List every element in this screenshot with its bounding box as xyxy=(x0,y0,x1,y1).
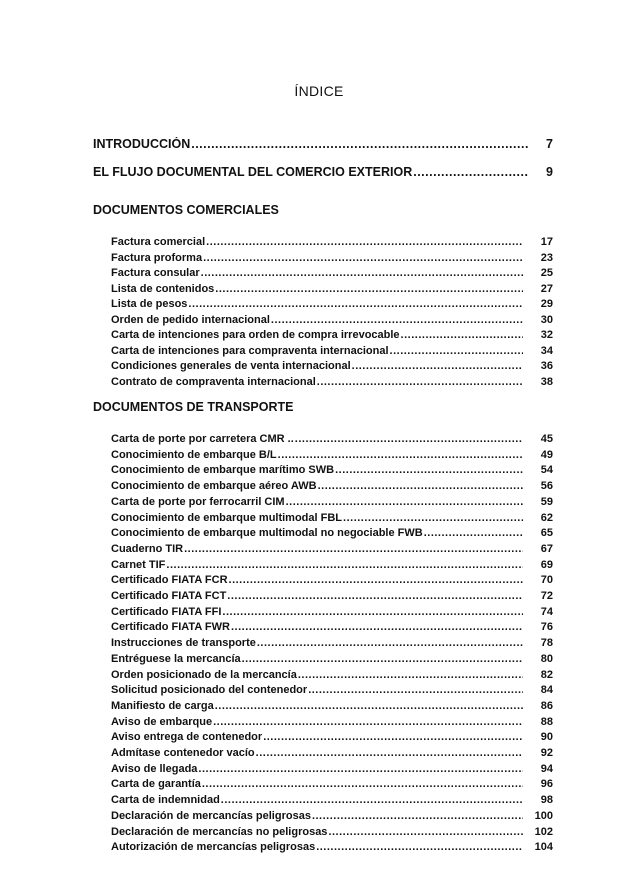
toc-entry[interactable] xyxy=(111,464,523,480)
toc-entry-flujo-documental[interactable] xyxy=(93,165,528,181)
toc-entry-label: Conocimiento de embarque marítimo SWB xyxy=(111,464,335,477)
toc-entry-page: 86 xyxy=(540,699,553,712)
toc-entry-label: Admítase contenedor vacío xyxy=(111,747,255,759)
toc-entry[interactable] xyxy=(111,716,523,732)
dot-leader xyxy=(221,794,523,806)
toc-entry-page: 78 xyxy=(540,637,553,650)
toc-entry[interactable] xyxy=(111,763,523,779)
toc-entry-page: 59 xyxy=(540,495,553,508)
toc-entry-label: Carnet TIF xyxy=(111,558,166,571)
toc-entry-label: Autorización de mercancías peligrosas xyxy=(111,841,316,854)
dot-leader xyxy=(227,590,523,602)
dot-leader xyxy=(278,449,523,461)
dot-leader xyxy=(343,512,523,524)
toc-entry[interactable] xyxy=(111,314,523,330)
toc-entry-page: 74 xyxy=(540,605,553,618)
toc-entry-label: INTRODUCCIÓN xyxy=(93,137,191,151)
section-heading-comerciales: DOCUMENTOS COMERCIALES xyxy=(93,203,279,217)
toc-entry-label: Aviso de embarque xyxy=(111,715,213,728)
toc-entry-page: 49 xyxy=(540,448,553,461)
toc-entry-label: Instrucciones de transporte xyxy=(111,637,256,650)
toc-entry-label: Conocimiento de embarque aéreo AWB xyxy=(111,480,317,493)
toc-entry[interactable] xyxy=(111,360,523,376)
toc-entry[interactable] xyxy=(111,574,523,590)
toc-entry[interactable] xyxy=(111,252,523,268)
toc-entry-page: 23 xyxy=(540,251,553,264)
toc-entry-label: Carta de porte por ferrocarril CIM xyxy=(111,495,285,508)
toc-entry-page: 54 xyxy=(540,464,553,477)
dot-leader xyxy=(316,841,523,853)
toc-entry-page: 29 xyxy=(540,298,553,310)
toc-entry-label: Manifiesto de carga xyxy=(111,699,214,712)
toc-entry-page: 82 xyxy=(540,668,553,681)
toc-entry[interactable] xyxy=(111,559,523,575)
toc-entry-page: 88 xyxy=(540,715,553,728)
toc-entry-page: 36 xyxy=(540,360,553,372)
toc-entry-label: EL FLUJO DOCUMENTAL DEL COMERCIO EXTERIOR xyxy=(93,165,413,179)
dot-leader xyxy=(318,480,523,492)
toc-entry[interactable] xyxy=(111,653,523,669)
dot-leader xyxy=(256,747,523,759)
toc-entry-page: 102 xyxy=(534,825,553,838)
toc-entry[interactable] xyxy=(111,637,523,653)
toc-entry-label: Condiciones generales de venta internacional xyxy=(111,360,351,372)
toc-entry[interactable] xyxy=(111,731,523,747)
toc-entry-label: Solicitud posicionado del contenedor xyxy=(111,684,308,697)
dot-leader xyxy=(413,165,528,179)
dot-leader xyxy=(215,283,523,295)
toc-entry-label: Factura proforma xyxy=(111,251,203,264)
toc-entry-label: Factura comercial xyxy=(111,236,206,248)
toc-entry-page: 56 xyxy=(540,480,553,493)
toc-entry[interactable] xyxy=(111,512,523,528)
toc-entry[interactable] xyxy=(111,345,523,361)
toc-entry-page: 7 xyxy=(546,137,553,151)
toc-entry-page: 62 xyxy=(540,511,553,524)
dot-leader xyxy=(198,763,523,775)
dot-leader xyxy=(213,716,523,728)
toc-entry[interactable] xyxy=(111,826,523,842)
dot-leader xyxy=(312,810,523,822)
toc-entry-page: 80 xyxy=(540,652,553,665)
toc-entry-label: Carta de intenciones para compraventa internacional xyxy=(111,344,389,357)
toc-entry-page: 30 xyxy=(540,313,553,326)
toc-entry-page: 104 xyxy=(534,841,553,854)
toc-entry[interactable] xyxy=(111,590,523,606)
toc-entry-label: Carta de indemnidad xyxy=(111,794,220,807)
toc-entry-label: Declaración de mercancías peligrosas xyxy=(111,809,311,822)
dot-leader xyxy=(231,621,523,633)
toc-entry-label: Lista de contenidos xyxy=(111,282,215,295)
toc-entry[interactable] xyxy=(111,621,523,637)
dot-leader xyxy=(352,360,523,372)
dot-leader xyxy=(206,236,523,248)
page-title: ÍNDICE xyxy=(294,83,344,99)
toc-entry-page: 67 xyxy=(540,542,553,555)
dot-leader xyxy=(215,700,523,712)
toc-entry-page: 34 xyxy=(540,344,553,357)
dot-leader xyxy=(222,606,523,618)
toc-entry-page: 69 xyxy=(540,558,553,571)
dot-leader xyxy=(242,653,523,665)
toc-entry-page: 65 xyxy=(540,527,553,540)
dot-leader xyxy=(317,376,523,388)
toc-entry[interactable] xyxy=(111,794,523,810)
toc-entry[interactable] xyxy=(111,496,523,512)
toc-entry[interactable] xyxy=(111,527,523,543)
toc-entry-page: 90 xyxy=(540,731,553,744)
toc-entry[interactable] xyxy=(111,267,523,283)
dot-leader xyxy=(286,496,523,508)
toc-entry-page: 27 xyxy=(540,282,553,295)
toc-entry-label: Orden de pedido internacional xyxy=(111,313,270,326)
toc-entry[interactable] xyxy=(111,700,523,716)
toc-entry-label: Certificado FIATA FWR xyxy=(111,621,230,634)
toc-entry-label: Factura consular xyxy=(111,267,200,279)
toc-entry-page: 72 xyxy=(540,590,553,602)
toc-entry-page: 9 xyxy=(546,165,553,179)
toc-entry[interactable] xyxy=(111,669,523,685)
toc-entry-introduccion[interactable] xyxy=(93,137,528,153)
toc-entry-page: 84 xyxy=(540,684,553,697)
toc-entry-page: 94 xyxy=(540,762,553,775)
dot-leader xyxy=(401,329,523,341)
dot-leader xyxy=(263,731,523,743)
toc-entry-page: 25 xyxy=(540,267,553,279)
toc-entry[interactable] xyxy=(111,778,523,794)
dot-leader xyxy=(390,345,523,357)
dot-leader xyxy=(229,574,523,586)
toc-entry-label: Certificado FIATA FCR xyxy=(111,574,228,587)
toc-entry-page: 38 xyxy=(540,375,553,388)
toc-entry-label: Lista de pesos xyxy=(111,298,188,310)
dot-leader xyxy=(298,669,523,681)
toc-entry-label: Cuaderno TIR xyxy=(111,542,184,555)
dot-leader xyxy=(191,137,528,151)
toc-entry-label: Carta de porte por carretera CMR .. xyxy=(111,433,294,445)
toc-entry-label: Conocimiento de embarque B/L xyxy=(111,448,277,461)
toc-entry[interactable] xyxy=(111,606,523,622)
toc-entry[interactable] xyxy=(111,810,523,826)
toc-entry[interactable] xyxy=(111,449,523,465)
toc-entry-page: 100 xyxy=(534,809,553,822)
toc-entry-label: Aviso de llegada xyxy=(111,762,198,775)
toc-entry[interactable] xyxy=(111,841,523,857)
toc-entry[interactable] xyxy=(111,376,523,392)
toc-entry-label: Carta de intenciones para orden de compra irrevocable xyxy=(111,329,400,341)
toc-entry[interactable] xyxy=(111,329,523,345)
toc-entry-label: Conocimiento de embarque multimodal no negociable FWB xyxy=(111,527,423,540)
toc-entry-label: Conocimiento de embarque multimodal FBL xyxy=(111,511,343,524)
toc-entry[interactable] xyxy=(111,747,523,763)
toc-entry-page: 45 xyxy=(540,433,553,445)
dot-leader xyxy=(295,433,523,445)
dot-leader xyxy=(335,464,523,476)
dot-leader xyxy=(166,559,523,571)
toc-entry[interactable] xyxy=(111,433,523,449)
toc-entry[interactable] xyxy=(111,684,523,700)
toc-entry-label: Entréguese la mercancía xyxy=(111,652,241,665)
section-heading-transporte: DOCUMENTOS DE TRANSPORTE xyxy=(93,400,294,414)
toc-entry-page: 96 xyxy=(540,778,553,791)
dot-leader xyxy=(203,252,523,264)
toc-entry[interactable] xyxy=(111,236,523,252)
dot-leader xyxy=(308,684,523,696)
toc-entry-label: Certificado FIATA FCT xyxy=(111,590,227,602)
dot-leader xyxy=(201,267,523,279)
dot-leader xyxy=(424,527,523,539)
dot-leader xyxy=(257,637,523,649)
toc-entry-page: 76 xyxy=(540,621,553,634)
dot-leader xyxy=(202,778,523,790)
dot-leader xyxy=(328,826,523,838)
toc-entry-page: 17 xyxy=(540,236,553,248)
dot-leader xyxy=(188,298,523,310)
dot-leader xyxy=(271,314,523,326)
dot-leader xyxy=(184,543,523,555)
toc-entry-page: 92 xyxy=(540,747,553,759)
toc-entry-label: Carta de garantía xyxy=(111,778,201,791)
toc-entry-label: Contrato de compraventa internacional xyxy=(111,375,316,388)
toc-entry-label: Declaración de mercancías no peligrosas xyxy=(111,825,328,838)
toc-entry-page: 70 xyxy=(540,574,553,587)
toc-entry[interactable] xyxy=(111,298,523,314)
toc-entry-page: 32 xyxy=(540,329,553,341)
toc-entry-label: Certificado FIATA FFI xyxy=(111,605,222,618)
toc-entry-label: Aviso entrega de contenedor xyxy=(111,731,263,744)
toc-entry[interactable] xyxy=(111,283,523,299)
toc-entry-label: Orden posicionado de la mercancía xyxy=(111,668,297,681)
toc-entry[interactable] xyxy=(111,480,523,496)
toc-entry-page: 98 xyxy=(540,794,553,807)
toc-entry[interactable] xyxy=(111,543,523,559)
